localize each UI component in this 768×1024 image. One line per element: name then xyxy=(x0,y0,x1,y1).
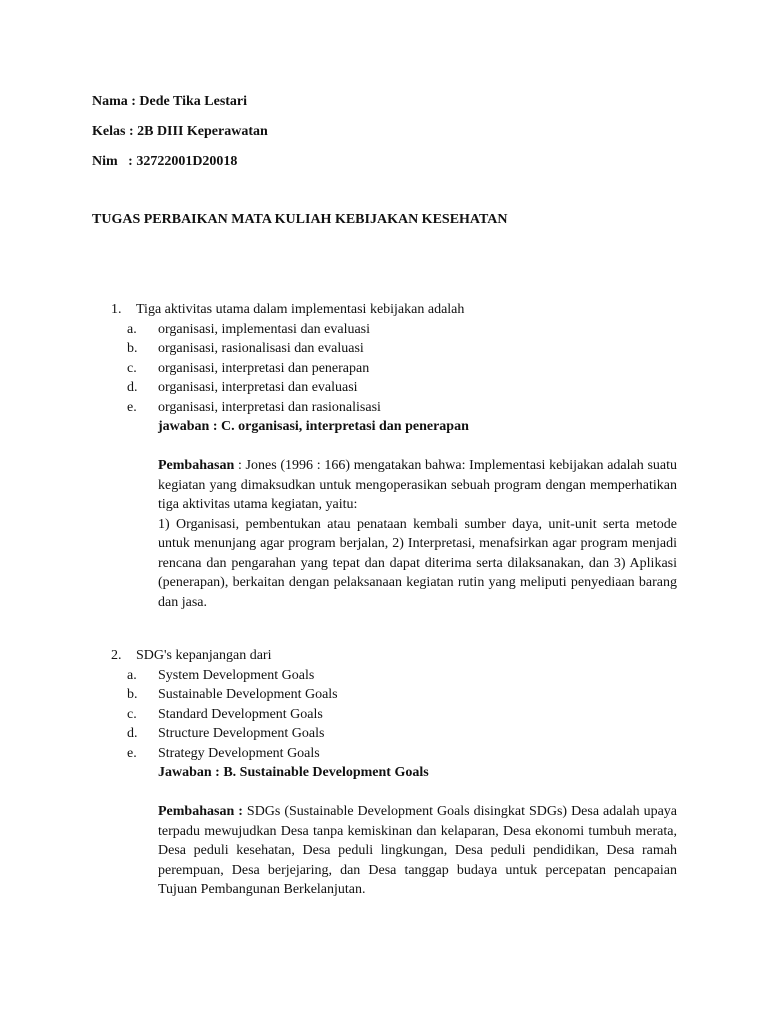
question-number: 1. xyxy=(111,302,122,317)
student-nim: Nim : 32722001D20018 xyxy=(92,154,238,169)
option-item xyxy=(111,378,691,398)
question-2 xyxy=(111,646,691,900)
question-text: Tiga aktivitas utama dalam implementasi kebijakan adalah xyxy=(136,302,465,317)
option-text: organisasi, interpretasi dan penerapan xyxy=(158,360,370,376)
option-text: organisasi, interpretasi dan rasionalisasi xyxy=(158,399,381,415)
option-item xyxy=(111,666,691,686)
option-text: organisasi, interpretasi dan evaluasi xyxy=(158,380,358,395)
option-letter: e. xyxy=(127,745,137,761)
discussion-block xyxy=(158,456,677,612)
question-text: SDG's kepanjangan dari xyxy=(136,648,272,663)
option-item xyxy=(111,398,691,418)
answer-line: jawaban : C. organisasi, interpretasi dan penerapan xyxy=(158,419,469,434)
discussion-block xyxy=(158,802,677,900)
option-item xyxy=(111,744,691,764)
discussion-label: Pembahasan : xyxy=(158,804,243,819)
option-item xyxy=(111,705,691,725)
student-name: Nama : Dede Tika Lestari xyxy=(92,94,248,109)
discussion-label: Pembahasan xyxy=(158,458,235,473)
option-letter: b. xyxy=(127,687,138,702)
option-item xyxy=(111,724,691,744)
discussion-text: : Jones (1996 : 166) mengatakan bahwa: Implementasi kebijakan adalah suatu kegiatan yang dimaksudkan untuk mengoperasikan sebuah program dengan memperhatikan tiga aktivitas utama kegiatan, yaitu: xyxy=(158,458,677,512)
option-text: Sustainable Development Goals xyxy=(158,687,338,702)
option-item xyxy=(111,320,691,340)
student-class: Kelas : 2B DIII Keperawatan xyxy=(92,124,268,139)
option-item xyxy=(111,339,691,359)
discussion-paragraph xyxy=(158,802,677,900)
option-text: organisasi, rasionalisasi dan evaluasi xyxy=(158,341,364,356)
option-letter: a. xyxy=(127,667,137,683)
option-letter: c. xyxy=(127,360,137,376)
discussion-paragraph xyxy=(158,515,677,613)
option-letter: c. xyxy=(127,706,137,722)
discussion-text-continued: 1) Organisasi, pembentukan atau penataan kembali sumber daya, unit-unit serta metode untuk menunjang agar program berjalan, 2) Interpretasi, menafsirkan agar program menjadi rencana dan pengarahan yang tepat dan dapat diterima serta dilaksanakan, dan 3) Aplikasi (penerapan), berkaitan dengan pelaksanaan kegiatan rutin yang meliputi penyediaan barang dan jasa. xyxy=(158,516,677,610)
option-text: Strategy Development Goals xyxy=(158,745,320,761)
question-2-stem xyxy=(111,646,691,666)
question-1 xyxy=(111,300,691,612)
option-text: organisasi, implementasi dan evaluasi xyxy=(158,321,371,337)
option-letter: d. xyxy=(127,380,138,395)
assignment-title: TUGAS PERBAIKAN MATA KULIAH KEBIJAKAN KESEHATAN xyxy=(92,212,508,227)
option-text: Structure Development Goals xyxy=(158,726,325,741)
question-number: 2. xyxy=(111,648,122,663)
option-letter: d. xyxy=(127,726,138,741)
discussion-paragraph xyxy=(158,456,677,515)
option-item xyxy=(111,685,691,705)
question-1-stem xyxy=(111,300,691,320)
option-text: System Development Goals xyxy=(158,667,315,683)
option-letter: a. xyxy=(127,321,137,337)
discussion-text: SDGs (Sustainable Development Goals disingkat SDGs) Desa adalah upaya terpadu mewujudkan Desa tanpa kemiskinan dan kelaparan, Desa ekonomi tumbuh merata, Desa peduli kesehatan, Desa peduli lingkungan, Desa peduli pendidikan, Desa ramah perempuan, Desa berjejaring, dan Desa tanggap budaya untuk percepatan pencapaian Tujuan Pembangunan Berkelanjutan. xyxy=(158,804,678,897)
option-item xyxy=(111,359,691,379)
option-letter: b. xyxy=(127,341,138,356)
option-letter: e. xyxy=(127,399,137,415)
option-text: Standard Development Goals xyxy=(158,706,323,722)
answer-line: Jawaban : B. Sustainable Development Goals xyxy=(158,765,429,780)
